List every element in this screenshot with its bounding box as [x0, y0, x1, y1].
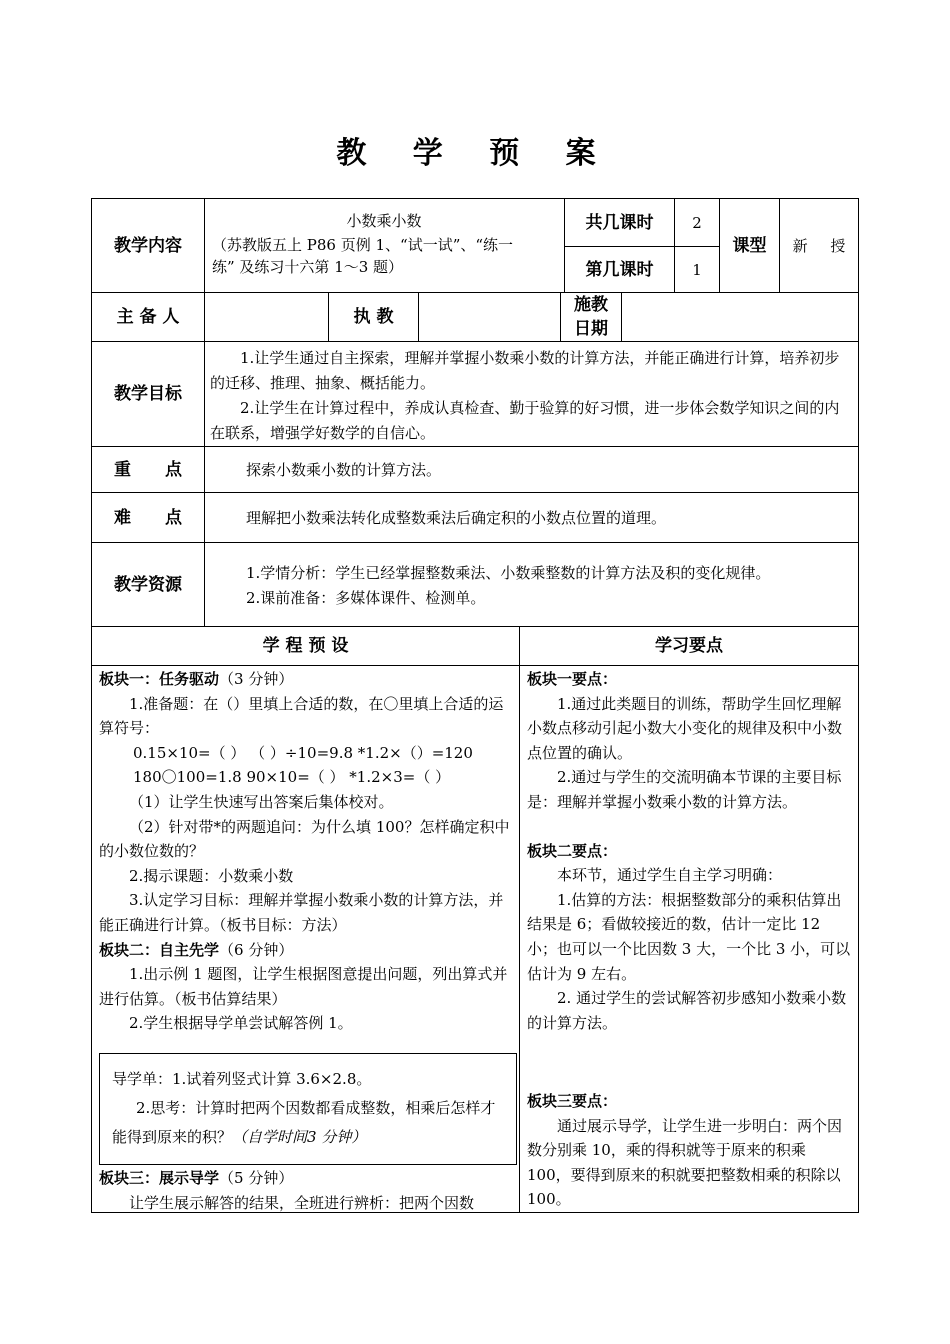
step-example: 1.出示例 1 题图，让学生根据图意提出问题，列出算式并进行估算。（板书估算结果）: [99, 965, 508, 1008]
spacer: [527, 815, 853, 839]
goal-1: 1.让学生通过自主探索，理解并掌握小数乘小数的计算方法，并能正确进行计算，培养初步的迁移、推理、抽象、概括能力。: [210, 349, 840, 392]
points-header: 学习要点: [655, 636, 723, 656]
guide-item-1: 导学单：1.试着列竖式计算 3.6×2.8。: [112, 1070, 372, 1088]
lesson-type-label: 课型: [732, 235, 767, 256]
teaching-date-label: [561, 293, 621, 341]
points-content: [527, 667, 853, 1035]
block-2-heading: [99, 938, 513, 963]
process-content: [99, 667, 513, 1036]
step-reveal-topic: 2.揭示课题：小数乘小数: [129, 866, 294, 885]
resources-text: [246, 561, 851, 611]
block-3-text: 让学生展示解答的结果，全班进行辨析：把两个因数: [129, 1193, 475, 1212]
difficulty-label: 难 点: [114, 507, 182, 528]
guide-time: （自学时间3 分钟）: [232, 1128, 367, 1146]
goals-text: [210, 346, 854, 446]
teacher-label: 执 教: [353, 307, 394, 327]
block-3-content: [99, 1166, 513, 1215]
exercise-row-2: 180〇100=1.8 90×10=（ ） *1.2×3=（ ）: [133, 768, 451, 787]
key-point-label: 重 点: [114, 459, 182, 480]
step-followup: （2）针对带*的两题追问：为什么填 100？怎样确定积中的小数位数的？: [99, 817, 510, 861]
resources-label: 教学资源: [114, 574, 182, 595]
block-3-time: （5 分钟）: [219, 1169, 294, 1187]
points-block-2-item-2: 2. 通过学生的尝试解答初步感知小数乘小数的计算方法。: [527, 989, 847, 1032]
content-label: 教学内容: [114, 235, 182, 256]
points-block-3-item-1: 通过展示导学，让学生进一步明白：两个因数分别乘 10，乘的得积就等于原来的积乘 100，要得到原来的积就要把整数相乘的积除以 100。: [527, 1116, 843, 1209]
page-title: 教 学 预 案: [336, 136, 614, 171]
points-block-2-intro: 本环节，通过学生自主学习明确：: [557, 866, 783, 885]
exercise-row-1: 0.15×10=（ ） （ ）÷10=9.8 *1.2×（）=120: [133, 743, 473, 762]
points-block-1-item-2: 2.通过与学生的交流明确本节课的主要目标是：理解并掌握小数乘小数的计算方法。: [527, 768, 842, 811]
block-2-time: （6 分钟）: [219, 940, 294, 959]
guide-item-2: [112, 1094, 510, 1152]
block-1-time: （3 分钟）: [219, 670, 294, 688]
key-point-text: 探索小数乘小数的计算方法。: [246, 460, 442, 479]
block-2-title: 板块二：自主先学: [99, 940, 220, 959]
process-header: 学 程 预 设: [262, 636, 349, 656]
step-check: （1）让学生快速写出答案后集体校对。: [129, 792, 394, 811]
goals-label: 教学目标: [114, 384, 182, 404]
resource-1: 1.学情分析：学生已经掌握整数乘法、小数乘整数的计算方法及积的变化规律。: [246, 564, 771, 582]
step-try: 2.学生根据导学单尝试解答例 1。: [129, 1014, 353, 1033]
guide-item-2-text: 2.思考：计算时把两个因数都看成整数，相乘后怎样才能得到原来的积？: [112, 1099, 496, 1146]
block-1-heading: [99, 667, 513, 692]
total-periods-label: 共几课时: [585, 212, 654, 233]
difficulty-text: 理解把小数乘法转化成整数乘法后确定积的小数点位置的道理。: [246, 508, 667, 527]
lesson-detail: [212, 234, 562, 278]
lesson-type-value: 新 授: [792, 236, 846, 255]
period-number-value: 1: [692, 260, 702, 279]
guide-sheet: [112, 1065, 510, 1152]
block-1-title: 板块一：任务驱动: [99, 670, 220, 688]
teaching-date-label-line-1: 施教: [574, 295, 608, 315]
points-block-3-title: 板块三要点：: [527, 1092, 618, 1110]
goal-2: 2.让学生在计算过程中，养成认真检查、勤于验算的好习惯，进一步体会数学知识之间的内在联系，增强学好数学的自信心。: [210, 399, 840, 442]
points-block-1-item-1: 1.通过此类题目的训练，帮助学生回忆理解小数点移动引起小数大小变化的规律及积中小数点位置的确认。: [527, 694, 843, 762]
block-3-heading: [99, 1166, 513, 1191]
total-periods-value: 2: [692, 213, 702, 232]
points-block-3: [527, 1089, 853, 1212]
lesson-topic: 小数乘小数: [346, 212, 422, 230]
prep-question: 1.准备题：在（）里填上合适的数，在〇里填上合适的运算符号：: [99, 694, 504, 738]
block-3-title: 板块三：展示导学: [99, 1169, 220, 1187]
teaching-date-label-line-2: 日期: [574, 319, 608, 339]
lesson-detail-line-1: （苏教版五上 P86 页例 1、“试一试”、“练一: [212, 236, 514, 254]
period-number-label: 第几课时: [585, 259, 654, 280]
points-block-2-title: 板块二要点：: [527, 841, 618, 860]
points-block-1-title: 板块一要点：: [527, 670, 618, 688]
points-block-2-item-1: 1.估算的方法：根据整数部分的乘积估算出结果是 6；看做较接近的数，估计一定比 12 小；也可以一个比因数 3 大，一个比 3 小，可以估计为 9 左右。: [527, 890, 851, 983]
lesson-detail-line-2: 练” 及练习十六第 1～3 题）: [212, 258, 404, 276]
preparer-label: 主 备 人: [116, 307, 180, 327]
step-goal: 3.认定学习目标：理解并掌握小数乘小数的计算方法，并能正确进行计算。（板书目标：方法）: [99, 891, 504, 934]
resource-2: 2.课前准备：多媒体课件、检测单。: [246, 589, 486, 607]
